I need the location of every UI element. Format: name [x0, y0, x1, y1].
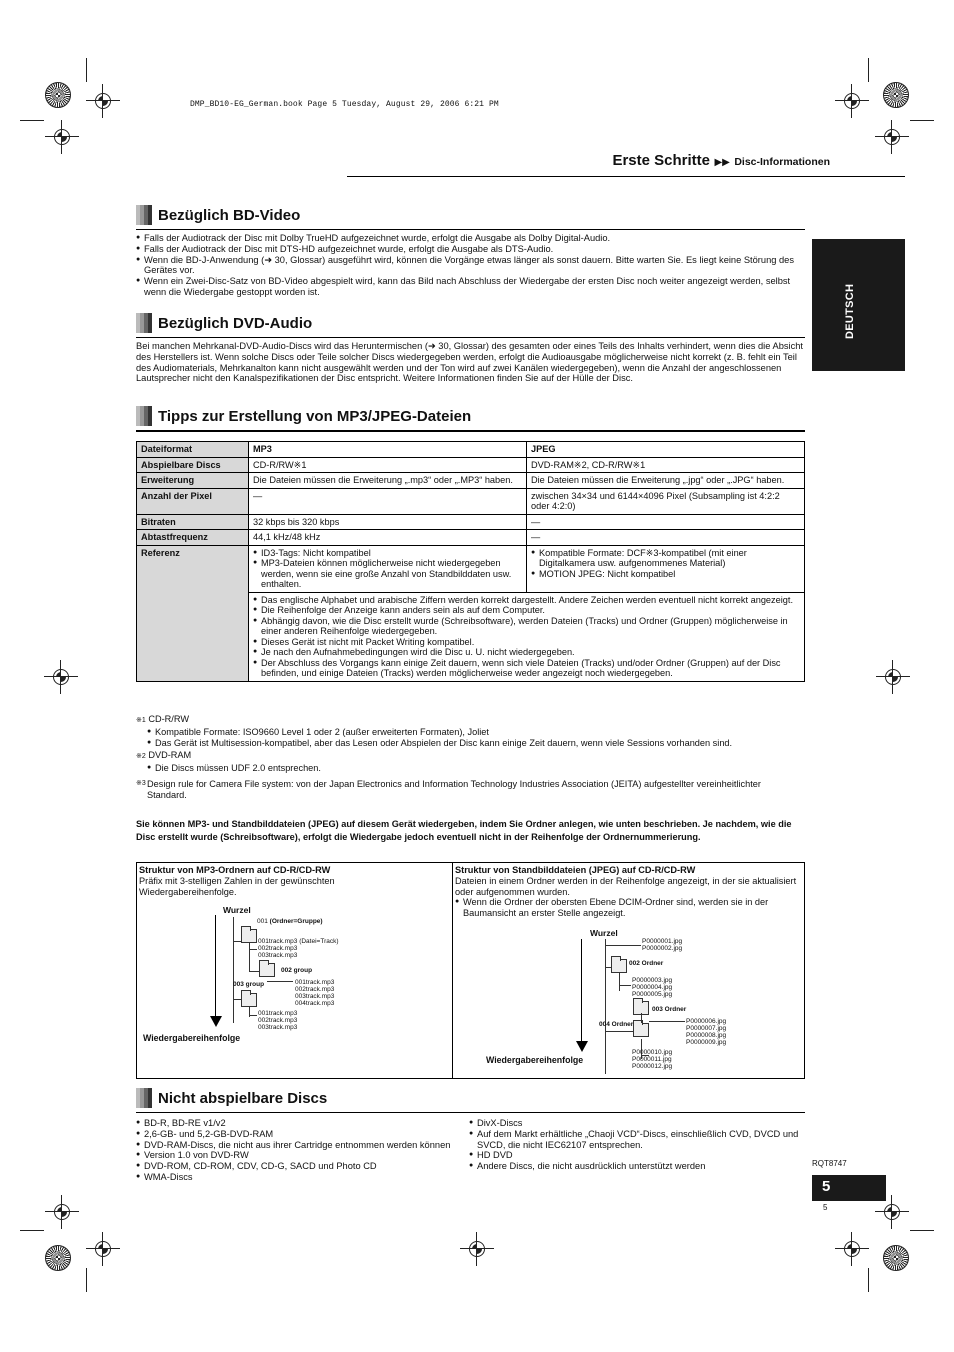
row-label: Anzahl der Pixel: [137, 488, 249, 514]
list-item: ● Auf dem Markt erhältliche „Chaoji VCD“-Discs, einschließlich CVD, DVCD und SVCD, die nicht IEC62107 entsprechen.: [469, 1129, 799, 1151]
footnote-title: CD-R/RW: [148, 714, 189, 724]
table-cell: 44,1 kHz/48 kHz: [249, 530, 527, 546]
heading-bar-icon: [136, 313, 152, 333]
list-item: ● Die Discs müssen UDF 2.0 entsprechen.: [147, 763, 796, 774]
heading-bar-icon: [136, 1088, 152, 1108]
folder-icon: [259, 963, 275, 977]
table-row: [137, 530, 805, 546]
folder-label: 004 Ordner: [599, 1021, 634, 1028]
chapter-heading: [612, 152, 830, 170]
chapter-rule: [347, 176, 905, 177]
file-header: DMP_BD10-EG_German.book Page 5 Tuesday, August 29, 2006 6:21 PM: [190, 100, 499, 109]
crosshair-icon: [45, 1195, 79, 1229]
list-item: ● Abhängig davon, wie die Disc erstellt wurde (Schreibsoftware), werden Dateien (Tracks) und Ordner (Gruppen) möglicherweise in einer anderen Reihenfolge wiedergegeben.: [253, 616, 800, 637]
section-rule: [136, 229, 805, 230]
table-cell: Die Dateien müssen die Erweiterung „.jpg“ oder „.JPG“ haben.: [527, 473, 805, 489]
order-arrow-icon: [576, 1041, 588, 1052]
doc-code: RQT8747: [812, 1159, 847, 1168]
folder-structure-boxes: [136, 862, 805, 1079]
tree-line: [619, 973, 620, 991]
crosshair-icon: [835, 84, 869, 118]
list-item: ● DVD-RAM-Discs, die nicht aus ihrer Cartridge entnommen werden können: [136, 1140, 456, 1151]
table-cell: CD-R/RW※1: [249, 457, 527, 473]
row-label: Abtastfrequenz: [137, 530, 249, 546]
list-item: ● DivX-Discs: [469, 1118, 799, 1129]
heading-bar-icon: [136, 205, 152, 225]
not-playable-right: [469, 1118, 799, 1172]
list-item: ● Wenn ein Zwei-Disc-Satz von BD-Video abgespielt wird, kann das Bild nach Abschluss der Wiedergabe der ersten Disc noch weiter angezeigt werden, selbst wenn die Wiedergabe gestoppt worden ist.: [136, 276, 806, 298]
registration-rose-icon: [45, 1245, 71, 1271]
language-tab: [812, 239, 905, 371]
crosshair-icon: [45, 120, 79, 154]
list-item: ● Andere Discs, die nicht ausdrücklich unterstützt werden: [469, 1161, 799, 1172]
dvd-audio-text: Bei manchen Mehrkanal-DVD-Audio-Discs wird das Heruntermischen (➜ 30, Glossar) des gesamten oder eines Teils des Inhalts verhindert, wenn dies die Absicht des Herstellers ist. Wenn solche Discs oder Teile solcher Discs wiedergegeben werden, erfolgt die Audioausgabe möglicherweise nicht korrekt (z. B. fehlt ein Teil des Audiomaterials, Mehrkanalton kann nicht ausgewählt werden und der Ton wird auf zwei Kanälen wiedergegeben), wenn die Anzahl der angeschlossenen Lautsprecher nicht den Kanalspezifikationen der Disc entspricht. Weitere Informationen finden Sie auf der Hülle der Disc.: [136, 341, 803, 384]
table-row: [137, 488, 805, 514]
list-item: ● Kompatible Formate: DCF※3-kompatibel (mit einer Digitalkamera usw. aufgenommenes Material): [531, 548, 800, 569]
crosshair-icon: [876, 660, 910, 694]
folder-icon: [611, 959, 627, 973]
section-rule: [136, 430, 805, 432]
crop-line: [910, 1230, 934, 1231]
tree-line: [641, 1013, 642, 1023]
crop-line: [86, 58, 87, 82]
order-arrow-icon: [210, 1016, 222, 1027]
crop-line: [86, 1268, 87, 1292]
table-cell: —: [527, 530, 805, 546]
footnote: [136, 779, 796, 801]
jpeg-structure-text: Dateien in einem Ordner werden in der Reihenfolge angezeigt, in der sie aktualisiert oder aufgenommen wurden.: [455, 875, 797, 897]
crosshair-icon: [460, 1232, 494, 1266]
list-item: ● Je nach den Aufnahmebedingungen wird die Disc u. U. nicht wiedergegeben.: [253, 647, 800, 658]
table-cell: [249, 545, 527, 592]
tree-line: [233, 999, 241, 1000]
language-label: DEUTSCH: [844, 283, 856, 339]
crosshair-icon: [44, 660, 78, 694]
file-list: P0000001.jpg P0000002.jpg: [642, 938, 683, 952]
table-cell: [249, 592, 805, 681]
crosshair-icon: [875, 120, 909, 154]
table-row: [137, 473, 805, 489]
table-row: [137, 545, 805, 592]
list-item: ● ID3-Tags: Nicht kompatibel: [253, 548, 522, 559]
list-item: ● BD-R, BD-RE v1/v2: [136, 1118, 456, 1129]
section-rule: [136, 337, 805, 338]
tree-line: [605, 939, 606, 1074]
folder-label: 002 Ordner: [629, 960, 664, 967]
table-cell: —: [249, 488, 527, 514]
list-item: ● Das englische Alphabet und arabische Ziffern werden korrekt dargestellt. Andere Zeichen werden eventuell nicht korrekt angezeigt.: [253, 595, 800, 606]
heading-bar-icon: [136, 406, 152, 426]
file-list: P0000003.jpg P0000004.jpg P0000005.jpg: [632, 977, 673, 998]
crosshair-icon: [86, 1232, 120, 1266]
mp3-structure-title: Struktur von MP3-Ordnern auf CD-R/CD-RW: [139, 865, 331, 875]
order-arrow-line: [581, 939, 582, 1043]
folder-label: 003 group: [233, 981, 265, 988]
jpeg-structure: [455, 865, 800, 919]
list-item: ● HD DVD: [469, 1150, 799, 1161]
order-label: Wiedergabereihenfolge: [143, 1033, 241, 1043]
crosshair-icon: [86, 84, 120, 118]
file-list: 001track.mp3 002track.mp3 003track.mp3 004track.mp3: [295, 979, 335, 1007]
mp3-structure: [139, 865, 449, 897]
list-item: ● Wenn die BD-J-Anwendung (➜ 30, Glossar) ausgeführt wird, können die Vorgänge etwas länger als sonst dauern. Bitte warten Sie. Es liegt keine Störung des Gerätes vor.: [136, 255, 806, 277]
file-format-table: [136, 441, 805, 682]
registration-rose-icon: [883, 1245, 909, 1271]
mp3-structure-text: Präfix mit 3-stelligen Zahlen in der gewünschten Wiedergabereihenfolge.: [139, 875, 335, 897]
jpeg-structure-title: Struktur von Standbilddateien (JPEG) auf CD-R/CD-RW: [455, 865, 696, 875]
table-header-row: [137, 442, 805, 458]
tree-line: [619, 985, 631, 986]
table-row: [137, 514, 805, 530]
crop-line: [868, 1268, 869, 1292]
folder-label: 002 group: [281, 967, 313, 974]
chapter-subtitle: Disc-Informationen: [734, 156, 830, 168]
row-label: Bitraten: [137, 514, 249, 530]
crosshair-icon: [835, 1232, 869, 1266]
folder-label: 003 Ordner: [652, 1006, 687, 1013]
list-item: ● Das Gerät ist Multisession-kompatibel, aber das Lesen oder Abspielen der Disc kann einige Zeit dauern, wenn viele Sessions vorhanden sind.: [147, 738, 796, 749]
list-item: ● Wenn die Ordner der obersten Ebene DCIM-Ordner sind, werden sie in der Baumansicht an erster Stelle angezeigt.: [455, 897, 800, 919]
table-cell: 32 kbps bis 320 kbps: [249, 514, 527, 530]
folder-icon: [241, 929, 257, 943]
list-item: ● WMA-Discs: [136, 1172, 456, 1183]
footnote-mark: ※3: [136, 779, 146, 787]
row-label: Referenz: [137, 545, 249, 681]
footnote: [136, 750, 796, 763]
table-header-cell: MP3: [249, 442, 527, 458]
page-number: 5: [812, 1175, 886, 1201]
table-header-cell: JPEG: [527, 442, 805, 458]
section-heading-dvd-audio: Bezüglich DVD-Audio: [136, 313, 312, 333]
jpeg-root-label: Wurzel: [590, 928, 618, 938]
list-item: ● Falls der Audiotrack der Disc mit DTS-HD aufgezeichnet wurde, erfolgt die Ausgabe als DTS-Audio.: [136, 244, 806, 255]
table-cell: Die Dateien müssen die Erweiterung „.mp3“ oder „.MP3“ haben.: [249, 473, 527, 489]
section-rule: [136, 1112, 805, 1113]
chapter-title: Erste Schritte: [612, 152, 711, 169]
table-cell: DVD-RAM※2, CD-R/RW※1: [527, 457, 805, 473]
section-heading-tips: Tipps zur Erstellung von MP3/JPEG-Dateien: [136, 406, 471, 426]
registration-rose-icon: [883, 82, 909, 108]
bd-video-bullets: [136, 233, 806, 298]
box-divider: [452, 863, 453, 1078]
crop-line: [20, 1230, 44, 1231]
section-heading-not-playable: Nicht abspielbare Discs: [136, 1088, 327, 1108]
list-item: ● DVD-ROM, CD-ROM, CDV, CD-G, SACD und Photo CD: [136, 1161, 456, 1172]
crop-line: [868, 58, 869, 82]
list-item: ● Falls der Audiotrack der Disc mit Dolby TrueHD aufgezeichnet wurde, erfolgt die Ausgabe als Dolby Digital-Audio.: [136, 233, 806, 244]
bold-paragraph: Sie können MP3- und Standbilddateien (JPEG) auf diesem Gerät wiedergeben, indem Sie Ordner anlegen, wie unten beschrieben. Je nachdem, wie die Disc erstellt wurde (Schreibsoftware), erfolgt die Wiedergabe jedoch eventuell nicht in der Reihenfolge der Ordnernummerierung.: [136, 819, 792, 842]
tree-line: [605, 1031, 635, 1032]
list-item: ● Kompatible Formate: ISO9660 Level 1 oder 2 (außer erweiterten Formaten), Joliet: [147, 727, 796, 738]
tree-line: [605, 945, 641, 946]
tree-line: [233, 917, 234, 1023]
list-item: ● Dieses Gerät ist nicht mit Packet Writing kompatibel.: [253, 637, 800, 648]
footnote-title: Design rule for Camera File system: von der Japan Electronics and Information Technology Industries Association (JEITA) aufgestellter vereinheitlichter Standard.: [147, 778, 761, 800]
footnote-mark: ※2: [136, 753, 146, 761]
file-list: 001track.mp3 (Datei=Track) 002track.mp3 003track.mp3: [258, 938, 339, 959]
row-label: Abspielbare Discs: [137, 457, 249, 473]
row-label: Erweiterung: [137, 473, 249, 489]
table-cell: zwischen 34×34 und 6144×4096 Pixel (Subsampling ist 4:2:2 oder 4:2:0): [527, 488, 805, 514]
footnote: [136, 714, 796, 727]
list-item: ● MOTION JPEG: Nicht kompatibel: [531, 569, 800, 580]
not-playable-left: [136, 1118, 456, 1183]
mp3-root-label: Wurzel: [223, 905, 251, 915]
list-item: ● Der Abschluss des Vorgangs kann einige Zeit dauern, wenn sich viele Dateien (Tracks) und/oder Ordner (Gruppen) auf der Disc befinden, und einige Dateien (Tracks) werden möglicherweise weder angezeigt noch wiedergegeben.: [253, 658, 800, 679]
file-list: P0000006.jpg P0000007.jpg P0000008.jpg P0000009.jpg: [686, 1018, 727, 1046]
table-row: [137, 457, 805, 473]
table-cell: [527, 545, 805, 592]
section-heading-bd-video: Bezüglich BD-Video: [136, 205, 300, 225]
table-header-cell: Dateiformat: [137, 442, 249, 458]
registration-rose-icon: [45, 82, 71, 108]
page-number-small: 5: [823, 1203, 828, 1212]
chapter-arrows-icon: ▶▶: [714, 157, 730, 168]
footnotes: [136, 714, 796, 801]
list-item: ● Die Reihenfolge der Anzeige kann anders sein als auf dem Computer.: [253, 605, 800, 616]
list-item: ● 2,6-GB- und 5,2-GB-DVD-RAM: [136, 1129, 456, 1140]
tree-line: [249, 949, 257, 950]
tree-line: [249, 1015, 257, 1016]
list-item: ● Version 1.0 von DVD-RW: [136, 1150, 456, 1161]
order-label: Wiedergabereihenfolge: [486, 1055, 584, 1065]
file-list: 001track.mp3 002track.mp3 003track.mp3: [258, 1010, 298, 1031]
file-list: P0000010.jpg P0000011.jpg P0000012.jpg: [632, 1049, 673, 1070]
footnote-mark: ※1: [136, 717, 146, 724]
table-cell: —: [527, 514, 805, 530]
crop-line: [20, 120, 44, 121]
tree-line: [649, 1021, 685, 1022]
folder-icon: [241, 993, 257, 1007]
folder-icon: [633, 1023, 649, 1037]
footnote-title: DVD-RAM: [148, 750, 192, 761]
crop-line: [910, 120, 934, 121]
folder-label: 001 (Ordner=Gruppe): [257, 918, 323, 925]
tree-line: [267, 981, 293, 982]
list-item: ● MP3-Dateien können möglicherweise nicht wiedergegeben werden, wenn sie eine große Anzahl von Standbilddaten usw. enthalten.: [253, 558, 522, 590]
order-arrow-line: [215, 915, 216, 1018]
tree-line: [249, 971, 259, 972]
tree-line: [249, 943, 250, 971]
